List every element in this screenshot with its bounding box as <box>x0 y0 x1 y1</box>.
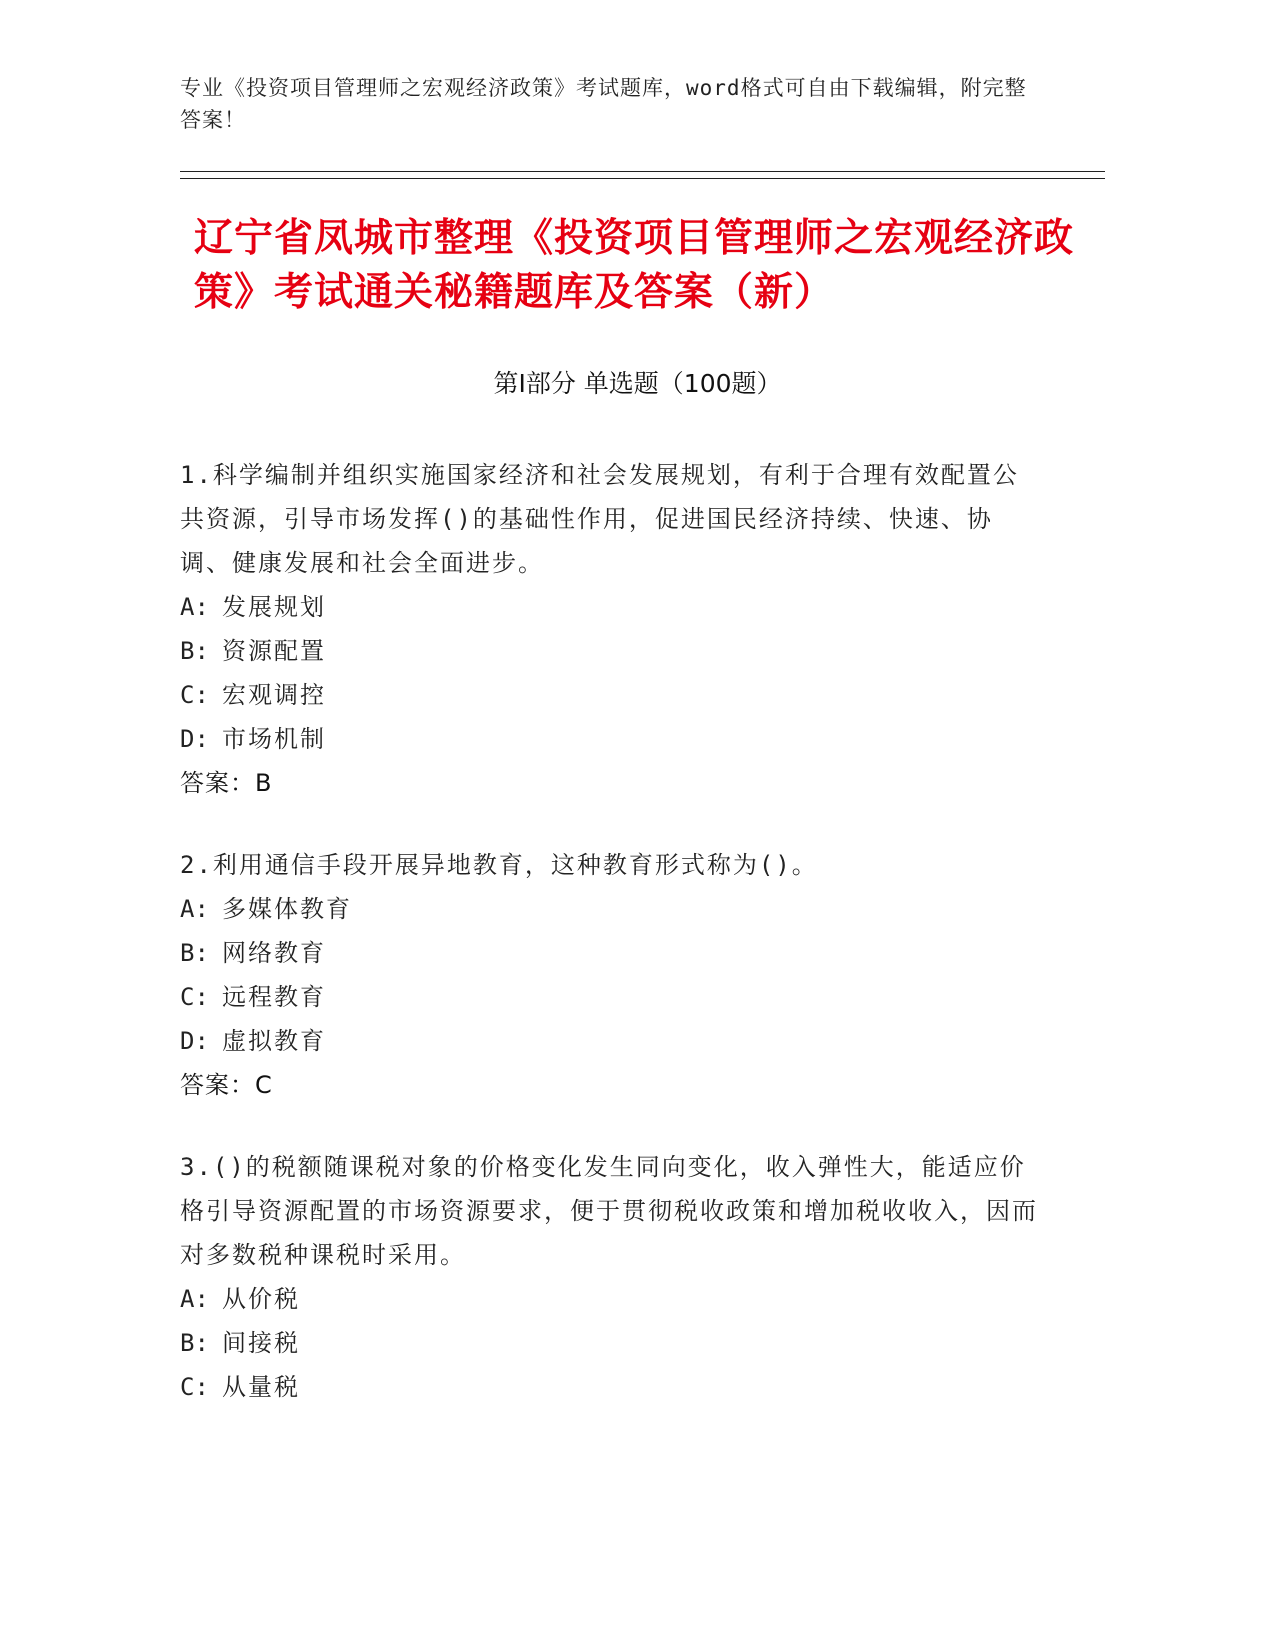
option-text: 从价税 <box>222 1285 300 1313</box>
option-text: 宏观调控 <box>222 681 326 709</box>
option-b <box>180 1321 1040 1365</box>
question-text: 3.()的税额随课税对象的价格变化发生同向变化，收入弹性大，能适应价格引导资源配置的市场资源要求，便于贯彻税收政策和增加税收收入，因而对多数税种课税时采用。 <box>180 1153 1038 1269</box>
option-text: 虚拟教育 <box>222 1027 326 1055</box>
section-title: 第Ⅰ部分 单选题（100题） <box>493 369 782 398</box>
question-text: 1.科学编制并组织实施国家经济和社会发展规划，有利于合理有效配置公共资源，引导市场发挥()的基础性作用，促进国民经济持续、快速、协调、健康发展和社会全面进步。 <box>180 461 1019 577</box>
option-text: 市场机制 <box>222 725 326 753</box>
option-text: 多媒体教育 <box>222 895 352 923</box>
option-a <box>180 887 1040 931</box>
option-letter: A: <box>180 593 209 621</box>
question-1 <box>180 453 1040 805</box>
answer-label: 答案：C <box>180 1071 273 1099</box>
option-c <box>180 673 1040 717</box>
option-letter: C: <box>180 681 209 709</box>
header-rule-bottom <box>180 178 1105 179</box>
option-text: 资源配置 <box>222 637 326 665</box>
document-title: 辽宁省凤城市整理《投资项目管理师之宏观经济政策》考试通关秘籍题库及答案（新） <box>194 216 1075 315</box>
option-a <box>180 585 1040 629</box>
option-a <box>180 1277 1040 1321</box>
option-letter: C: <box>180 983 209 1011</box>
option-letter: D: <box>180 725 209 753</box>
option-letter: C: <box>180 1373 209 1401</box>
question-2 <box>180 843 1040 1107</box>
answer-label: 答案：B <box>180 769 273 797</box>
option-c <box>180 975 1040 1019</box>
option-letter: B: <box>180 637 209 665</box>
option-text: 发展规划 <box>222 593 326 621</box>
question-list <box>180 453 1040 1447</box>
option-text: 网络教育 <box>222 939 326 967</box>
option-c <box>180 1365 1040 1409</box>
option-text: 远程教育 <box>222 983 326 1011</box>
question-text: 2.利用通信手段开展异地教育，这种教育形式称为()。 <box>180 851 818 879</box>
option-d <box>180 717 1040 761</box>
header-note: 专业《投资项目管理师之宏观经济政策》考试题库，word格式可自由下载编辑，附完整答案！ <box>180 76 1027 132</box>
option-b <box>180 931 1040 975</box>
option-letter: D: <box>180 1027 209 1055</box>
option-letter: B: <box>180 939 209 967</box>
question-3 <box>180 1145 1040 1409</box>
option-letter: A: <box>180 1285 209 1313</box>
option-text: 间接税 <box>222 1329 300 1357</box>
header-rule-top <box>180 171 1105 172</box>
option-d <box>180 1019 1040 1063</box>
option-letter: B: <box>180 1329 209 1357</box>
option-text: 从量税 <box>222 1373 300 1401</box>
option-b <box>180 629 1040 673</box>
option-letter: A: <box>180 895 209 923</box>
